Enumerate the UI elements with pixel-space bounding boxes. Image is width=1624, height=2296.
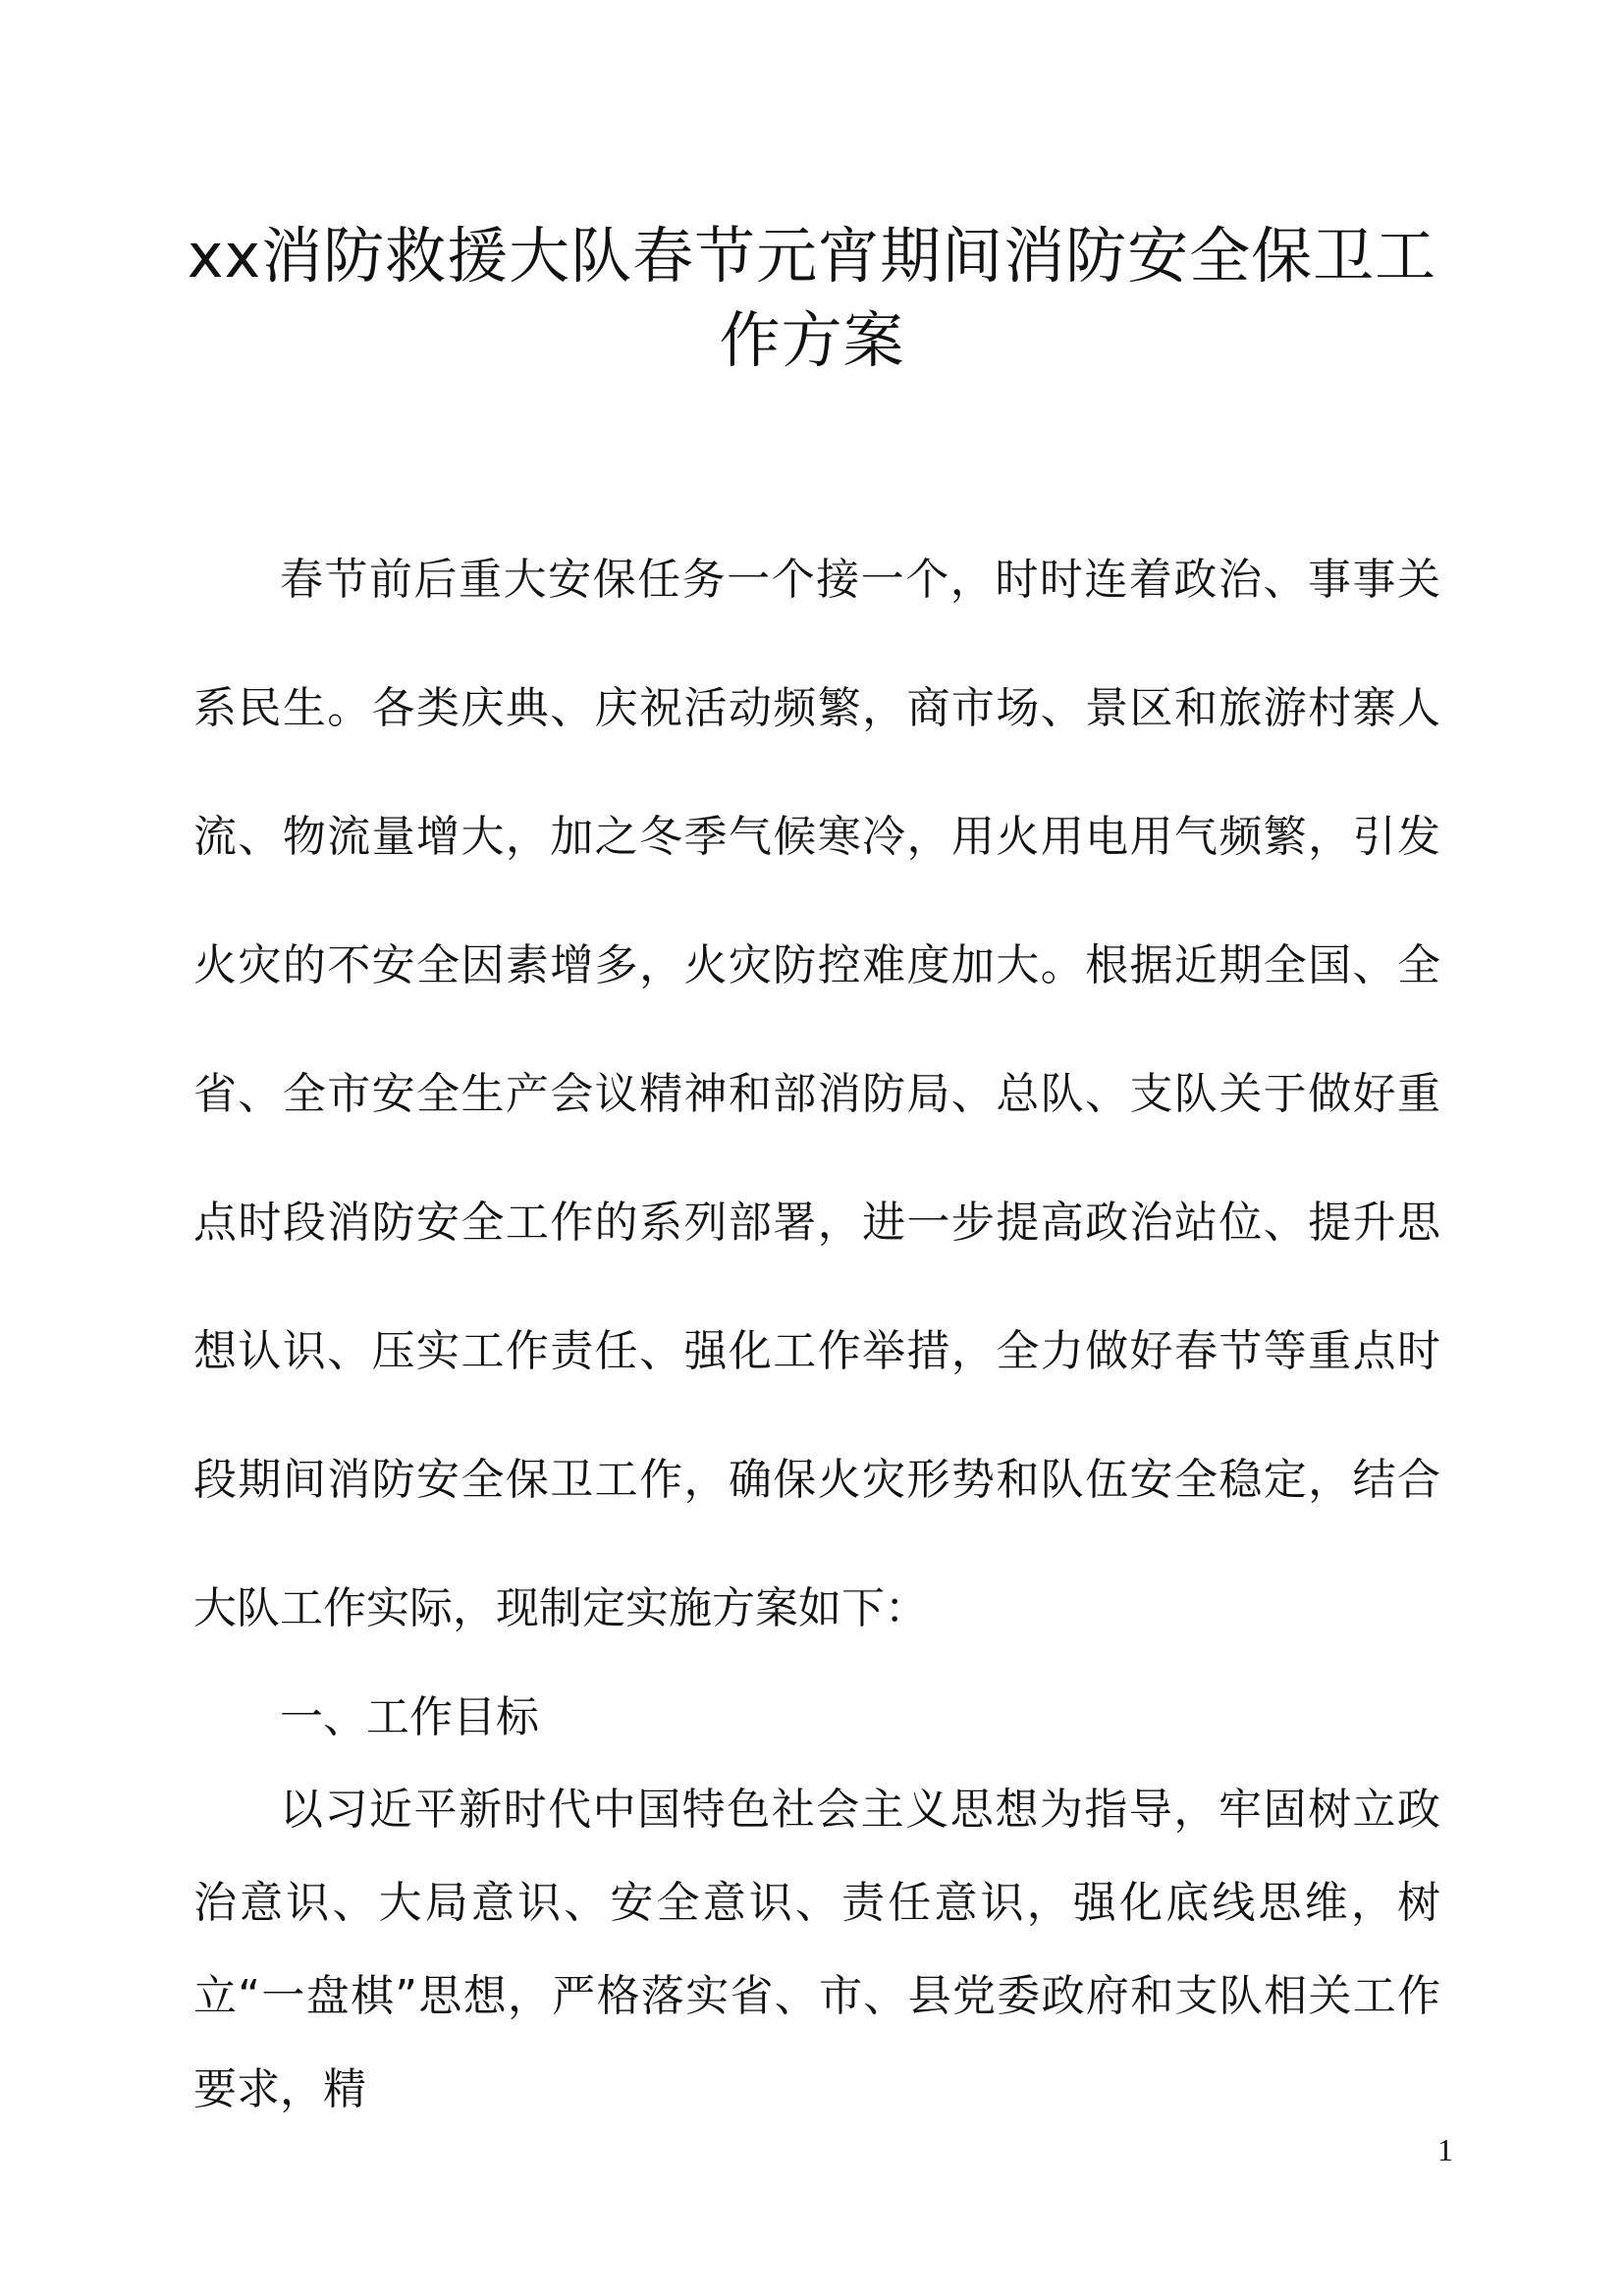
document-title: xx消防救援大队春节元宵期间消防安全保卫工作方案 [187,220,1437,376]
section-heading-goals: 一、工作目标 [280,1692,539,1742]
intro-paragraph: 春节前后重大安保任务一个接一个，时时连着政治、事事关系民生。各类庆典、庆祝活动频繁，商市场、景区和旅游村寨人流、物流量增大，加之冬季气候寒冷，用火用电用气频繁，引发火灾的不安全因素增多，火灾防控难度加大。根据近期全国、全省、全市安全生产会议精神和部消防局、总队、支队关于做好重点时段消防安全工作的系列部署，进一步提高政治站位、提升思想认识、压实工作责任、强化工作举措，全力做好春节等重点时段期间消防安全保卫工作，确保火灾形势和队伍安全稳定，结合大队工作实际，现制定实施方案如下： [193,555,1440,1633]
page-number: 1 [1437,2132,1453,2167]
goals-paragraph: 以习近平新时代中国特色社会主义思想为指导，牢固树立政治意识、大局意识、安全意识、责任意识，强化底线思维，树立“一盘棋”思想，严格落实省、市、县党委政府和支队相关工作要求，精 [193,1785,1440,2114]
